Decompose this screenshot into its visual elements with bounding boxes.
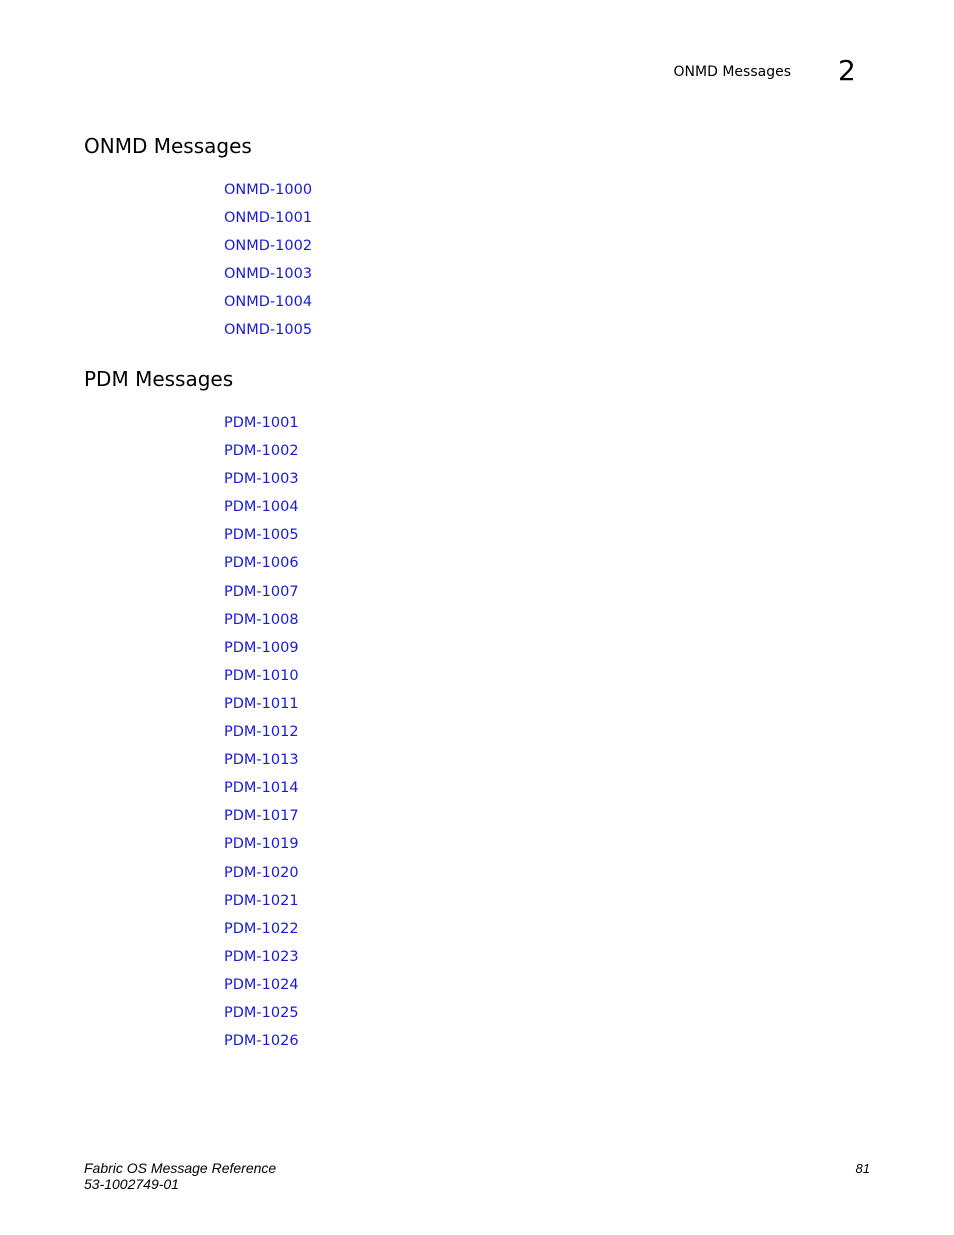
list-item bbox=[224, 413, 299, 441]
section-title-onmd: ONMD Messages bbox=[84, 134, 252, 158]
list-item bbox=[224, 1031, 299, 1059]
list-item bbox=[224, 975, 299, 1003]
link-pdm-1009[interactable]: PDM-1009 bbox=[224, 639, 299, 656]
link-pdm-1012[interactable]: PDM-1012 bbox=[224, 724, 299, 741]
footer-left bbox=[84, 1161, 276, 1192]
footer-page-number: 81 bbox=[855, 1161, 870, 1176]
link-onmd-1001[interactable]: ONMD-1001 bbox=[224, 210, 313, 227]
footer-book-title: Fabric OS Message Reference bbox=[84, 1160, 277, 1176]
list-item bbox=[224, 208, 312, 236]
link-pdm-1001[interactable]: PDM-1001 bbox=[224, 415, 299, 431]
list-item bbox=[224, 750, 299, 778]
list-item bbox=[224, 320, 312, 348]
link-pdm-1023[interactable]: PDM-1023 bbox=[224, 948, 299, 965]
list-item bbox=[224, 638, 299, 666]
link-onmd-1004[interactable]: ONMD-1004 bbox=[224, 294, 313, 311]
list-item bbox=[224, 236, 312, 264]
link-pdm-1020[interactable]: PDM-1020 bbox=[224, 864, 299, 881]
list-item bbox=[224, 553, 299, 581]
list-item bbox=[224, 582, 299, 610]
running-header: ONMD Messages bbox=[673, 64, 791, 80]
footer-doc-number: 53-1002749-01 bbox=[84, 1175, 179, 1192]
list-item bbox=[224, 292, 312, 320]
link-pdm-1007[interactable]: PDM-1007 bbox=[224, 583, 299, 600]
list-item bbox=[224, 264, 312, 292]
link-onmd-1002[interactable]: ONMD-1002 bbox=[224, 238, 313, 255]
list-item bbox=[224, 694, 299, 722]
link-pdm-1010[interactable]: PDM-1010 bbox=[224, 667, 299, 684]
link-pdm-1014[interactable]: PDM-1014 bbox=[224, 780, 299, 797]
section-title-pdm: PDM Messages bbox=[84, 367, 234, 391]
link-pdm-1021[interactable]: PDM-1021 bbox=[224, 892, 299, 909]
link-pdm-1005[interactable]: PDM-1005 bbox=[224, 527, 299, 544]
chapter-number: 2 bbox=[838, 54, 856, 87]
list-item bbox=[224, 666, 299, 694]
list-item bbox=[224, 947, 299, 975]
link-onmd-1003[interactable]: ONMD-1003 bbox=[224, 266, 313, 283]
onmd-link-list bbox=[224, 180, 312, 349]
list-item bbox=[224, 891, 299, 919]
list-item bbox=[224, 778, 299, 806]
link-pdm-1013[interactable]: PDM-1013 bbox=[224, 752, 299, 769]
link-pdm-1026[interactable]: PDM-1026 bbox=[224, 1033, 299, 1050]
link-pdm-1025[interactable]: PDM-1025 bbox=[224, 1004, 299, 1021]
link-onmd-1000[interactable]: ONMD-1000 bbox=[224, 182, 313, 198]
link-pdm-1008[interactable]: PDM-1008 bbox=[224, 611, 299, 628]
link-pdm-1022[interactable]: PDM-1022 bbox=[224, 920, 299, 937]
link-pdm-1006[interactable]: PDM-1006 bbox=[224, 555, 299, 572]
pdm-link-list bbox=[224, 413, 299, 1059]
list-item bbox=[224, 806, 299, 834]
link-onmd-1005[interactable]: ONMD-1005 bbox=[224, 322, 313, 339]
link-pdm-1011[interactable]: PDM-1011 bbox=[224, 695, 299, 712]
link-pdm-1017[interactable]: PDM-1017 bbox=[224, 808, 299, 825]
link-pdm-1004[interactable]: PDM-1004 bbox=[224, 499, 299, 516]
list-item bbox=[224, 441, 299, 469]
list-item bbox=[224, 469, 299, 497]
list-item bbox=[224, 610, 299, 638]
list-item bbox=[224, 1003, 299, 1031]
list-item bbox=[224, 525, 299, 553]
list-item bbox=[224, 722, 299, 750]
list-item bbox=[224, 497, 299, 525]
list-item bbox=[224, 863, 299, 891]
list-item bbox=[224, 919, 299, 947]
link-pdm-1019[interactable]: PDM-1019 bbox=[224, 836, 299, 853]
link-pdm-1024[interactable]: PDM-1024 bbox=[224, 976, 299, 993]
list-item bbox=[224, 180, 312, 208]
link-pdm-1002[interactable]: PDM-1002 bbox=[224, 443, 299, 460]
link-pdm-1003[interactable]: PDM-1003 bbox=[224, 471, 299, 488]
list-item bbox=[224, 834, 299, 862]
